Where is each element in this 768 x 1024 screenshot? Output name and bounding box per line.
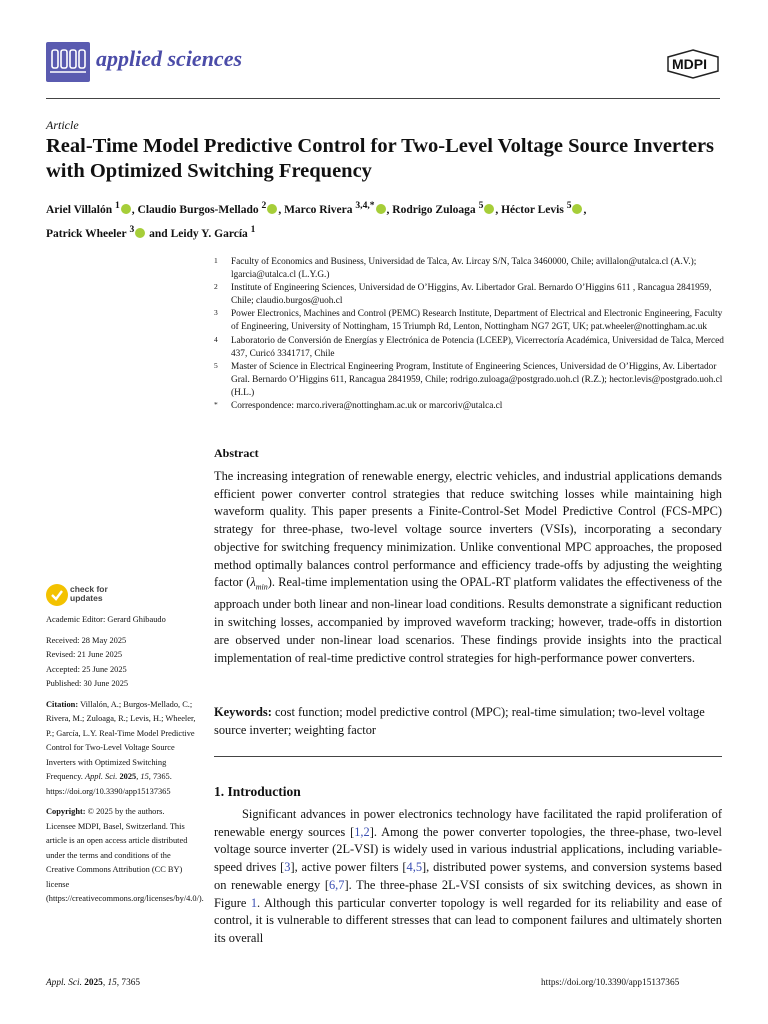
- affiliation-number: 3: [214, 308, 218, 318]
- citation-journal: Appl. Sci.: [85, 772, 118, 781]
- author-name[interactable]: Rodrigo Zuloaga: [392, 203, 476, 216]
- citation-link[interactable]: 4,5: [406, 860, 423, 875]
- accepted-date: Accepted: 25 June 2025: [46, 664, 127, 674]
- affiliation-text: Power Electronics, Machines and Control (PEMC) Research Institute, Department of Electrical and Electronic Engineering, Faculty of Engineering, University of Nottingham, 15 Triumph Rd, Lenton, Nottingham NG7 2GT, UK; pat.wheeler@nottingham.ac.uk: [231, 309, 723, 333]
- citation-doi[interactable]: , 7365. https://doi.org/10.3390/app15137365: [46, 772, 172, 796]
- keywords-label: Keywords:: [214, 705, 272, 719]
- affiliation-list: [214, 256, 724, 413]
- journal-name[interactable]: applied sciences: [96, 46, 243, 71]
- author-conjunction: and: [149, 227, 168, 240]
- footer-journal: Appl. Sci.: [46, 978, 82, 988]
- body-text: ], distributed power systems, and conversion systems based on renewable energy [: [214, 860, 723, 892]
- affiliation-text: Laboratorio de Conversión de Energías y Electrónica de Potencia (LCEEP), Vicerrectoría Académica, Universidad de Talca, Merced 437, Curicó 3341717, Chile: [231, 335, 724, 359]
- author-name[interactable]: Marco Rivera: [284, 203, 353, 216]
- revised-date: Revised: 21 June 2025: [46, 650, 123, 659]
- citation-text: Villalón, A.; Burgos-Mellado, C.; Rivera, M.; Zuloaga, R.; Levis, H.; Wheeler, P.; García, L.Y. Real-Time Model Predictive Control for Two-Level Voltage Source Inverters with Optimized Switching Frequency.: [46, 699, 196, 781]
- citation-link[interactable]: 1,2: [354, 824, 370, 839]
- header-divider: [46, 98, 720, 99]
- check-for-updates-icon[interactable]: [46, 584, 68, 606]
- affiliation-number: 1: [214, 256, 218, 265]
- affiliation-text: Faculty of Economics and Business, Universidad de Talca, Av. Lircay S/N, Talca 3460000, Chile; avillalon@utalca.cl (A.V.); lgarcia@utalca.cl (L.Y.G.): [231, 257, 697, 281]
- affiliation-item: [214, 282, 724, 308]
- article-type: Article: [46, 118, 79, 132]
- body-text: ], active power filters [: [290, 860, 407, 875]
- affiliation-item: [214, 256, 724, 282]
- footer-year: 2025: [84, 978, 103, 988]
- copyright-label: Copyright:: [46, 807, 86, 816]
- body-text: ]. Among the power converter topologies, the three-phase, two-level voltage source inverter (2L-VSI) is widely used in various industrial applications, including variable-speed drives [: [214, 824, 722, 875]
- section-heading: 1. Introduction: [214, 784, 301, 799]
- keywords-divider: [214, 756, 722, 757]
- orcid-icon[interactable]: [376, 204, 386, 214]
- body-text: Significant advances in power electronics technology have facilitated the rapid proliferation of renewable energy sources [: [214, 807, 722, 839]
- author-name[interactable]: Ariel Villalón: [46, 203, 113, 216]
- affiliation-text: Master of Science in Electrical Engineering Program, Institute of Engineering Sciences, Universidad de O’Higgins, Av. Libertador Gral. Bernardo O’Higgins 611, Rancagua 2841959, Chile; rodrigo.zuloaga@postgrado.uoh.cl (R.Z.); hector.levis@postgrado.uoh.cl (H.L.): [231, 361, 723, 398]
- lambda-symbol: λ: [250, 575, 256, 590]
- article-sidebar: [46, 613, 204, 907]
- author-affiliation-ref: 5: [478, 200, 484, 211]
- orcid-icon[interactable]: [267, 204, 277, 214]
- author-affiliation-ref: 1: [115, 200, 120, 211]
- copyright-text: © 2025 by the authors. Licensee MDPI, Basel, Switzerland. This article is an open access article distributed under the terms and conditions of the Creative Commons Attribution (CC BY) license (https://creativecommons.org/licenses/by/4.0/).: [46, 807, 204, 903]
- orcid-icon[interactable]: [572, 204, 582, 214]
- affiliation-number: 5: [214, 360, 218, 370]
- abstract-heading: Abstract: [214, 446, 259, 460]
- publisher-name[interactable]: MDPI: [672, 56, 707, 72]
- check-for-updates-label[interactable]: [70, 585, 108, 603]
- footer-article-number: , 7365: [116, 978, 141, 988]
- check-for-updates-line: updates: [70, 593, 103, 603]
- affiliation-text: Correspondence: marco.rivera@nottingham.ac.uk or marcoriv@utalca.cl: [231, 401, 503, 412]
- orcid-icon[interactable]: [484, 204, 494, 214]
- academic-editor: Academic Editor: Gerard Ghibaudo: [46, 615, 166, 624]
- published-date: Published: 30 June 2025: [46, 679, 129, 688]
- affiliation-item: [214, 400, 724, 413]
- affiliation-text: Institute of Engineering Sciences, Universidad de O’Higgins, Av. Libertador Gral. Bernardo O’Higgins 611 , Rancagua 2841959, Chile; claudio.burgos@uoh.cl: [231, 283, 712, 307]
- author-name[interactable]: Héctor Levis: [501, 203, 564, 216]
- citation-link[interactable]: 3: [284, 860, 291, 875]
- journal-logo-icon: [46, 42, 90, 82]
- body-text: ]. The three-phase 2L-VSI consists of six switching devices, as shown in Figure: [214, 877, 722, 910]
- author-name[interactable]: Claudio Burgos-Mellado: [137, 203, 259, 216]
- author-affiliation-ref: 3,4,*: [355, 200, 375, 211]
- body-text: . Although this particular converter topology is well regarded for its reliability and ease of control, it is vulnerable to different stresses that can lead to component failures and ultimately shorten its overall: [214, 895, 723, 945]
- keywords-text: cost function; model predictive control (MPC); real-time simulation; two-level voltage source inverter; weighting factor: [214, 705, 705, 737]
- keywords: [214, 704, 722, 739]
- lambda-subscript: min: [255, 582, 268, 592]
- check-for-updates-line: check for: [70, 584, 108, 594]
- citation-label: Citation:: [46, 699, 79, 709]
- citation-volume: 15: [140, 772, 149, 781]
- abstract-text-part: The increasing integration of renewable energy, electric vehicles, and industrial applications demands efficient power converter control strategies that reduce switching losses while maintaining high waveform quality. This paper presents a Finite-Control-Set Model Predictive Control (FCS-MPC) strategy for three-phase, two-level voltage source inverters (VSIs), incorporating a secondary objective for switching frequency minimization. Unlike conventional MPC approaches, the proposed method optimally balances control performance and efficiency trade-offs by adjusting the weighting factor (: [214, 469, 722, 590]
- abstract-text-part: ). Real-time implementation using the OPAL-RT platform validates the effectiveness of the approach under both linear and non-linear load conditions. Results demonstrate a significant reduction in switching losses, accompanied by improved waveform tracking; however, trade-offs in distortion are observed under non-linear load scenarios. These findings provide insights into the practical implementation of real-time predictive control strategies for high-performance power converters.: [214, 575, 722, 665]
- orcid-icon[interactable]: [121, 204, 131, 214]
- citation-year: 2025: [119, 772, 137, 781]
- author-affiliation-ref: 2: [261, 200, 267, 211]
- affiliation-item: [214, 308, 724, 334]
- introduction-text: [214, 806, 722, 948]
- article-title: Real-Time Model Predictive Control for Two-Level Voltage Source Inverters with Optimized Switching Frequency: [46, 135, 715, 182]
- citation-link[interactable]: 6,7: [328, 877, 345, 892]
- footer-volume: 15: [107, 978, 117, 988]
- copyright-block: [46, 805, 204, 907]
- author-affiliation-ref: 3: [129, 223, 135, 235]
- affiliation-number: 4: [214, 334, 218, 344]
- affiliation-item: [214, 361, 724, 400]
- citation-block: Citation: Villalón, A.; Burgos-Mellado, C.; Rivera, M.; Zuloaga, R.; Levis, H.; Wheeler, P.; García, L.Y. Real-Time Model Predictive Control for Two-Level Voltage Source Inverters with Optimized Switching Frequency. Appl. Sci. 2025, 15, 7365. https://doi.org/10.3390/app15137365: [46, 699, 196, 796]
- author-affiliation-ref: 1: [250, 223, 256, 235]
- figure-link[interactable]: 1: [250, 895, 258, 910]
- affiliation-number: *: [214, 400, 218, 410]
- abstract-text: [214, 468, 722, 667]
- orcid-icon[interactable]: [135, 228, 145, 238]
- footer-doi-link[interactable]: https://doi.org/10.3390/app15137365: [541, 978, 680, 988]
- author-list: Ariel Villalón $^1$ , Claudio Burgos-Mellado $^2$ , Marco Rivera $^{3,4,*}$ , Rodrigo Zuloaga $^5$ , Héctor Levis $^5$ , Patrick Wheeler $^3$ and Leidy Y. García $^1$: [46, 200, 587, 240]
- author-affiliation-ref: 5: [566, 200, 572, 211]
- affiliation-number: 2: [214, 282, 218, 292]
- affiliation-item: [214, 335, 724, 361]
- footer-citation: Appl. Sci. 2025, 15, 7365: [46, 978, 141, 988]
- received-date: Received: 28 May 2025: [46, 635, 127, 645]
- author-name[interactable]: Leidy Y. García: [170, 227, 248, 240]
- author-name[interactable]: Patrick Wheeler: [46, 227, 127, 240]
